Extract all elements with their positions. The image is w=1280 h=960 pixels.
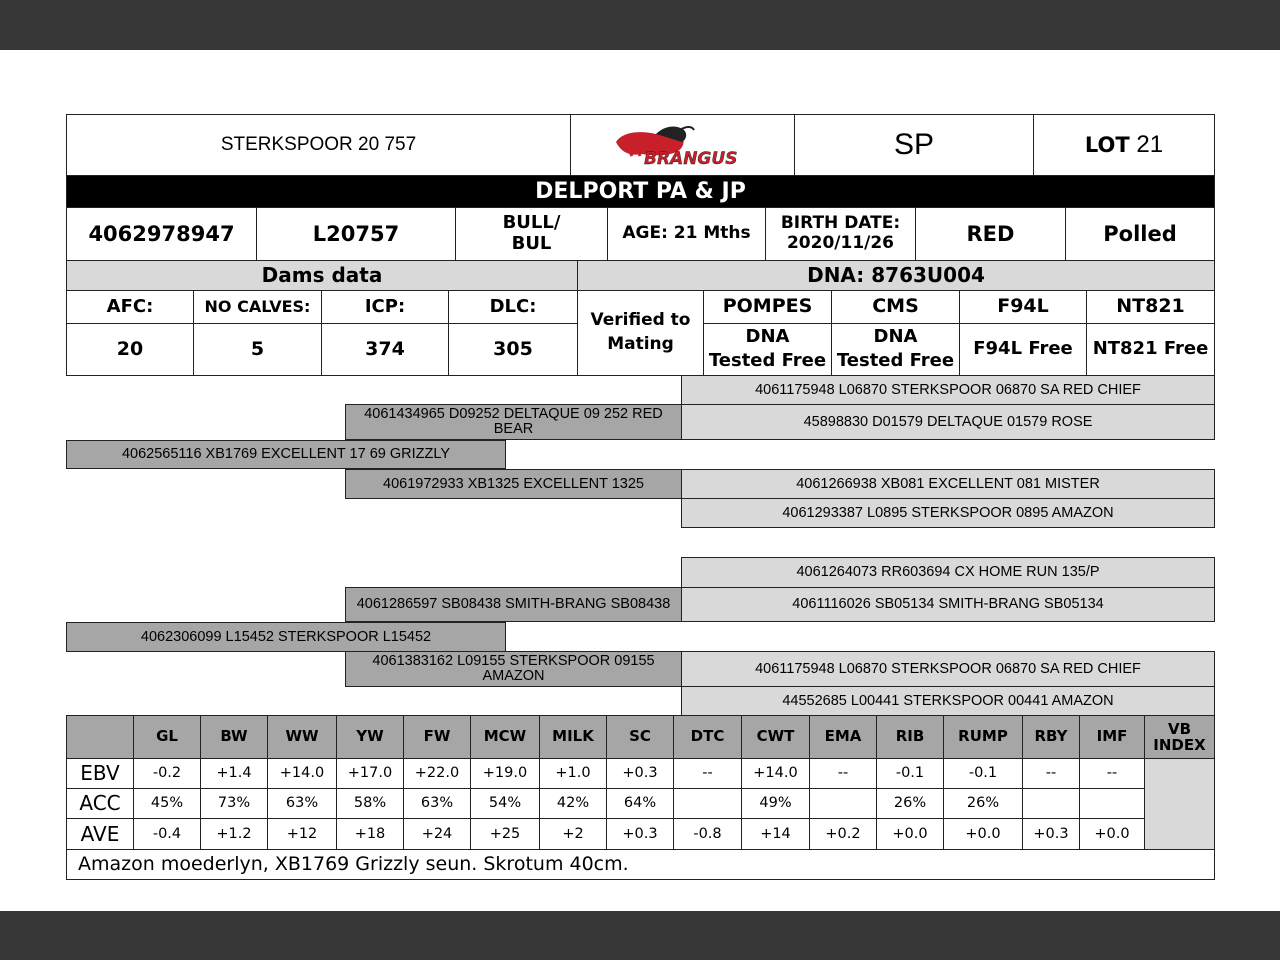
pedigree-sire-dam-dam: 4061293387 L0895 STERKSPOOR 0895 AMAZON (681, 498, 1215, 528)
ebv-header: BW (200, 715, 268, 759)
acc-cell (673, 788, 742, 819)
dna-test-pompes-result: DNA Tested Free (703, 323, 832, 376)
dna-test-f94l-header: F94L (959, 290, 1087, 324)
pedigree-sire-sire: 4061434965 D09252 DELTAQUE 09 252 RED BEAR (345, 404, 682, 440)
ebv-header-vb-index: VB INDEX (1144, 715, 1215, 759)
ebv-header: RUMP (943, 715, 1023, 759)
brand-text: BRANGUS (643, 149, 737, 169)
dna-test-cms-result: DNA Tested Free (831, 323, 960, 376)
lot-label: LOT (1084, 132, 1130, 157)
dams-value-dlc: 305 (448, 323, 578, 376)
lot-number: 21 (1136, 131, 1164, 159)
pedigree-dam-sire-sire: 4061264073 RR603694 CX HOME RUN 135/P (681, 557, 1215, 588)
ave-cell: +14 (741, 818, 810, 850)
ave-cell: +1.2 (200, 818, 268, 850)
ave-cell: +0.0 (876, 818, 944, 850)
dna-title: DNA: 8763U004 (577, 260, 1215, 291)
dna-test-pompes-header: POMPES (703, 290, 832, 324)
acc-cell: 26% (876, 788, 944, 819)
dams-value-calves: 5 (193, 323, 322, 376)
acc-cell (809, 788, 877, 819)
dams-value-icp: 374 (321, 323, 449, 376)
ebv-corner (66, 715, 134, 759)
dams-header-icp: ICP: (321, 290, 449, 324)
acc-cell: 73% (200, 788, 268, 819)
bottom-letterbox (0, 911, 1280, 960)
dna-test-f94l-result: F94L Free (959, 323, 1087, 376)
acc-cell: 42% (539, 788, 607, 819)
acc-cell: 54% (470, 788, 540, 819)
ebv-header: MCW (470, 715, 540, 759)
ave-cell: +0.3 (1022, 818, 1080, 850)
ebv-header: EMA (809, 715, 877, 759)
acc-cell: 26% (943, 788, 1023, 819)
ebv-header: FW (403, 715, 471, 759)
animal-id: 4062978947 (66, 207, 257, 261)
pedigree-dam-sire: 4061286597 SB08438 SMITH-BRANG SB08438 (345, 587, 682, 622)
dams-header-dlc: DLC: (448, 290, 578, 324)
pedigree-dam-dam-sire: 4061175948 L06870 STERKSPOOR 06870 SA RED CHIEF (681, 651, 1215, 687)
comment-row: Amazon moederlyn, XB1769 Grizzly seun. Skrotum 40cm. (66, 849, 1215, 880)
ave-cell: +18 (336, 818, 404, 850)
ave-row-label: AVE (66, 818, 134, 850)
acc-cell: 63% (267, 788, 337, 819)
dna-verified: Verified to Mating (577, 290, 704, 376)
dams-header-calves: NO CALVES: (193, 290, 322, 324)
ebv-cell: -- (1022, 758, 1080, 789)
ebv-header: CWT (741, 715, 810, 759)
acc-cell: 63% (403, 788, 471, 819)
ebv-cell: +19.0 (470, 758, 540, 789)
pedigree-dam-sire-dam: 4061116026 SB05134 SMITH-BRANG SB05134 (681, 587, 1215, 622)
ebv-cell: +17.0 (336, 758, 404, 789)
ebv-cell: +14.0 (267, 758, 337, 789)
acc-cell: 58% (336, 788, 404, 819)
acc-cell (1022, 788, 1080, 819)
ave-cell: +25 (470, 818, 540, 850)
ebv-header: RIB (876, 715, 944, 759)
ebv-cell: -- (673, 758, 742, 789)
ebv-cell: +1.4 (200, 758, 268, 789)
animal-horn-status: Polled (1065, 207, 1215, 261)
animal-name: STERKSPOOR 20 757 (66, 114, 571, 176)
vb-index-value (1144, 758, 1215, 850)
dams-header-afc: AFC: (66, 290, 194, 324)
ebv-header: YW (336, 715, 404, 759)
dna-test-cms-header: CMS (831, 290, 960, 324)
ebv-header: WW (267, 715, 337, 759)
ebv-cell: +0.3 (606, 758, 674, 789)
pedigree-dam-dam-dam: 44552685 L00441 STERKSPOOR 00441 AMAZON (681, 686, 1215, 716)
dna-test-nt821-header: NT821 (1086, 290, 1215, 324)
dna-test-nt821-result: NT821 Free (1086, 323, 1215, 376)
dams-value-afc: 20 (66, 323, 194, 376)
acc-cell: 45% (133, 788, 201, 819)
pedigree-dam: 4062306099 L15452 STERKSPOOR L15452 (66, 622, 506, 652)
acc-cell (1079, 788, 1145, 819)
top-letterbox (0, 0, 1280, 50)
ebv-header: IMF (1079, 715, 1145, 759)
animal-color: RED (915, 207, 1066, 261)
ave-cell: +12 (267, 818, 337, 850)
ave-cell: +24 (403, 818, 471, 850)
ebv-cell: +22.0 (403, 758, 471, 789)
pedigree-dam-dam: 4061383162 L09155 STERKSPOOR 09155 AMAZON (345, 651, 682, 687)
ebv-cell: -0.1 (876, 758, 944, 789)
ebv-cell: -0.2 (133, 758, 201, 789)
pedigree-sire-sire-dam: 45898830 D01579 DELTAQUE 01579 ROSE (681, 404, 1215, 440)
birth-date: BIRTH DATE: 2020/11/26 (765, 207, 916, 261)
pedigree-sire: 4062565116 XB1769 EXCELLENT 17 69 GRIZZLY (66, 440, 506, 469)
ave-cell: -0.4 (133, 818, 201, 850)
ebv-cell: +1.0 (539, 758, 607, 789)
ave-cell: +2 (539, 818, 607, 850)
ebv-header: MILK (539, 715, 607, 759)
ebv-header: DTC (673, 715, 742, 759)
ave-cell: +0.2 (809, 818, 877, 850)
animal-tag: L20757 (256, 207, 456, 261)
owner-banner: DELPORT PA & JP (66, 175, 1215, 208)
prefix-code: SP (794, 114, 1034, 176)
ave-cell: +0.0 (1079, 818, 1145, 850)
ebv-header: RBY (1022, 715, 1080, 759)
ebv-cell: -- (1079, 758, 1145, 789)
animal-age: AGE: 21 Mths (607, 207, 766, 261)
pedigree-sire-dam: 4061972933 XB1325 EXCELLENT 1325 (345, 469, 682, 499)
ebv-cell: -- (809, 758, 877, 789)
acc-cell: 49% (741, 788, 810, 819)
acc-row-label: ACC (66, 788, 134, 819)
ave-cell: -0.8 (673, 818, 742, 850)
ave-cell: +0.0 (943, 818, 1023, 850)
ebv-header: GL (133, 715, 201, 759)
brangus-logo (570, 114, 795, 176)
dams-data-title: Dams data (66, 260, 578, 291)
ebv-cell: -0.1 (943, 758, 1023, 789)
ebv-row-label: EBV (66, 758, 134, 789)
ebv-header: SC (606, 715, 674, 759)
acc-cell: 64% (606, 788, 674, 819)
lot-box (1033, 114, 1215, 176)
pedigree-sire-sire-sire: 4061175948 L06870 STERKSPOOR 06870 SA RED CHIEF (681, 375, 1215, 405)
ave-cell: +0.3 (606, 818, 674, 850)
ebv-cell: +14.0 (741, 758, 810, 789)
pedigree-sire-dam-sire: 4061266938 XB081 EXCELLENT 081 MISTER (681, 469, 1215, 499)
animal-sex: BULL/ BUL (455, 207, 608, 261)
